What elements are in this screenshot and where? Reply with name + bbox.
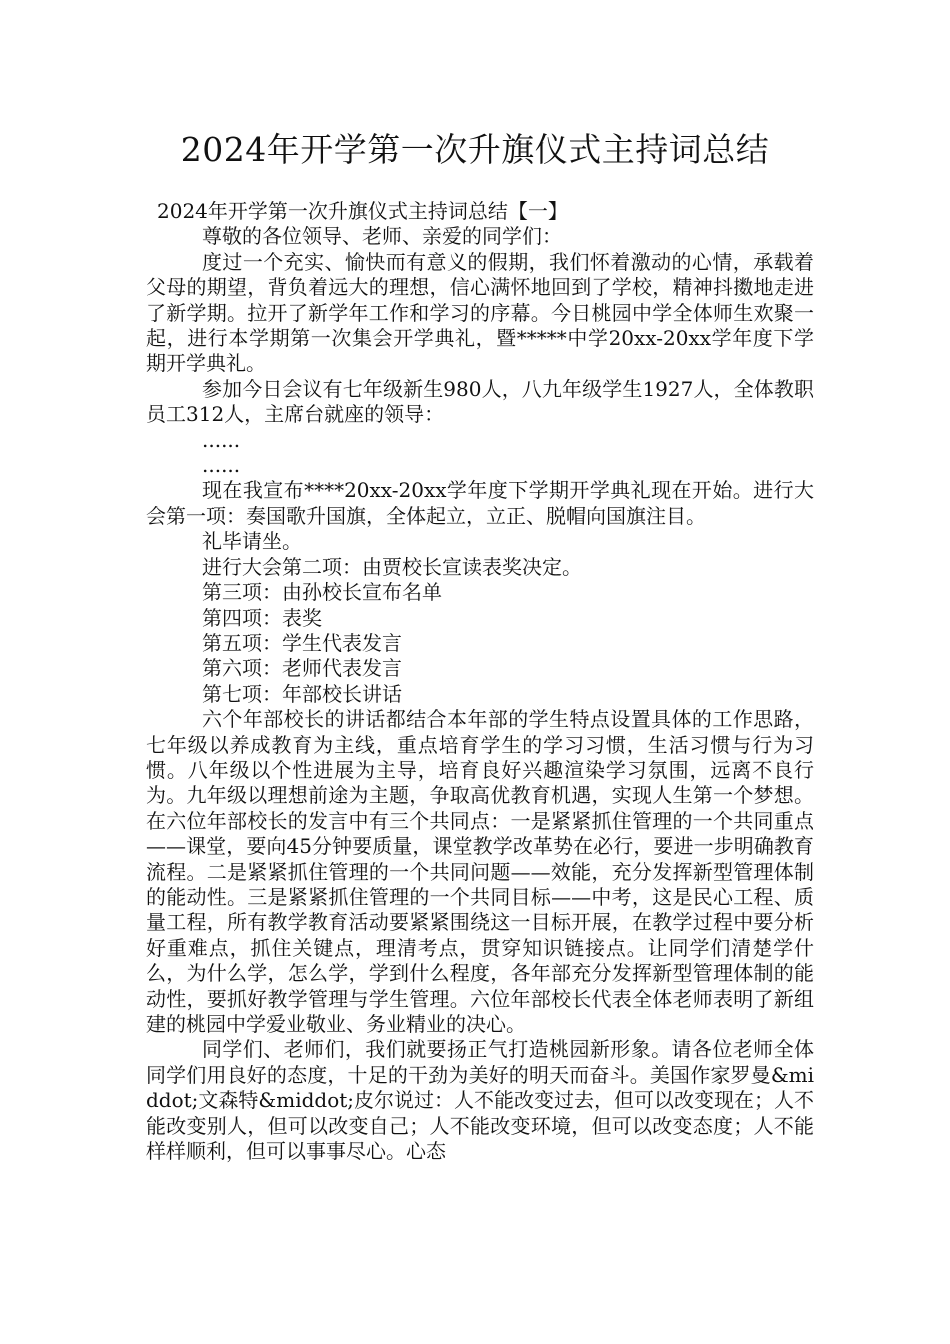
paragraph: 礼毕请坐。 xyxy=(202,529,302,554)
paragraph: 第三项：由孙校长宣布名单 xyxy=(202,580,442,605)
paragraph: 尊敬的各位领导、老师、亲爱的同学们： xyxy=(202,224,562,249)
paragraph: ...... xyxy=(202,453,241,478)
paragraph: 现在我宣布****20xx-20xx学年度下学期开学典礼现在开始。进行大会第一项：奏国歌升国旗，全体起立，立正、脱帽向国旗注目。 xyxy=(146,478,814,528)
paragraph: 参加今日会议有七年级新生980人，八九年级学生1927人，全体教职员工312人，主席台就座的领导： xyxy=(146,376,814,427)
paragraph: 度过一个充实、愉快而有意义的假期，我们怀着激动的心情，承载着父母的期望，背负着远大的理想，信心满怀地回到了学校，精神抖擞地走进了新学期。拉开了新学年工作和学习的序幕。今日桃园中学全体师生欢聚一起，进行本学期第一次集会开学典礼，暨*****中学20xx-20xx学年度下学期开学典礼。 xyxy=(146,249,814,376)
paragraph: 第六项：老师代表发言 xyxy=(202,656,402,681)
paragraph: 第七项：年部校长讲话 xyxy=(202,681,402,706)
paragraph: 六个年部校长的讲话都结合本年部的学生特点设置具体的工作思路，七年级以养成教育为主线，重点培育学生的学习习惯，生活习惯与行为习惯。八年级以个性进展为主导，培育良好兴趣渲染学习氛围，远离不良行为。九年级以理想前途为主题，争取高优教育机遇，实现人生第一个梦想。在六位年部校长的发言中有三个共同点：一是紧紧抓住管理的一个共同重点——课堂，要向45分钟要质量，课堂教学改革势在必行，要进一步明确教育流程。二是紧紧抓住管理的一个共同问题——效能，充分发挥新型管理体制的能动性。三是紧紧抓住管理的一个共同目标——中考，这是民心工程、质量工程，所有教学教育活动要紧紧围绕这一目标开展，在教学过程中要分析好重难点，抓住关键点，理清考点，贯穿知识链接点。让同学们清楚学什么，为什么学，怎么学，学到什么程度，各年部充分发挥新型管理体制的能动性，要抓好教学管理与学生管理。六位年部校长代表全体老师表明了新组建的桃园中学爱业敬业、务业精业的决心。 xyxy=(146,707,814,1036)
paragraph: 进行大会第二项：由贾校长宣读表奖决定。 xyxy=(202,554,582,579)
paragraph: 2024年开学第一次升旗仪式主持词总结【一】 xyxy=(157,199,568,223)
paragraph: 同学们、老师们，我们就要扬正气打造桃园新形象。请各位老师全体同学们用良好的态度，十足的干劲为美好的明天而奋斗。美国作家罗曼&middot;文森特&middot;皮尔说过：人不能改变过去，但可以改变现在；人不能改变别人，但可以改变自己；人不能改变环境，但可以改变态度；人不能样样顺利，但可以事事尽心。心态 xyxy=(146,1037,815,1164)
paragraph: 第四项：表奖 xyxy=(202,605,322,630)
document-body xyxy=(146,199,814,1164)
document-title: 2024年开学第一次升旗仪式主持词总结 xyxy=(180,130,770,169)
paragraph: ...... xyxy=(202,427,241,452)
paragraph: 第五项：学生代表发言 xyxy=(202,630,402,655)
